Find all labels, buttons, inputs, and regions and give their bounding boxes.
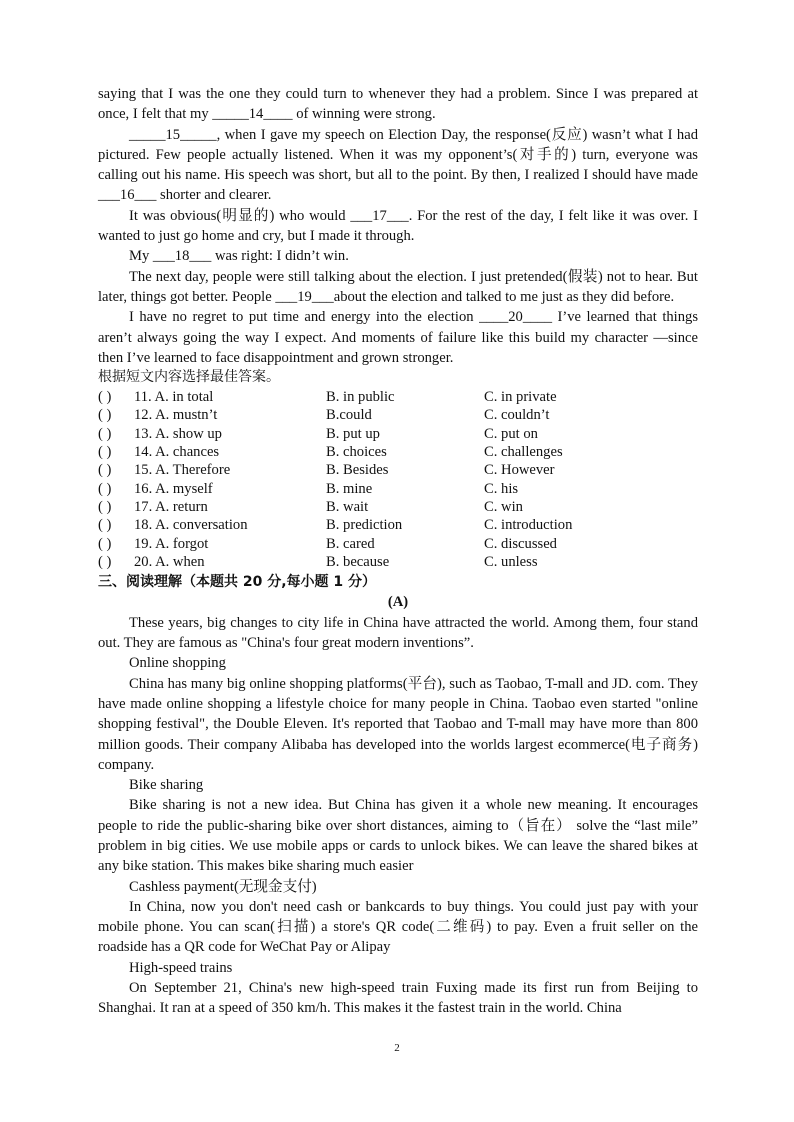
option-c: C. However bbox=[484, 462, 555, 479]
reading-subheading: Cashless payment(无现金支付) bbox=[129, 878, 317, 895]
option-b: B. cared bbox=[326, 535, 375, 552]
section-heading: 三、阅读理解（本题共 20 分,每小题 1 分） bbox=[98, 574, 377, 591]
question-row bbox=[98, 442, 698, 460]
option-b: B. Besides bbox=[326, 462, 389, 479]
answer-blank[interactable]: ( ) bbox=[98, 389, 112, 406]
reading-subheading: High-speed trains bbox=[129, 959, 233, 976]
option-b: B. wait bbox=[326, 498, 369, 515]
answer-blank[interactable]: ( ) bbox=[98, 553, 112, 570]
passage-paragraph: saying that I was the one they could turn to whenever they had a problem. Since I was prepared at once, I felt that my _____14____ of winning were strong. bbox=[98, 86, 698, 123]
option-a: 15. A. Therefore bbox=[134, 462, 231, 479]
passage-label: (A) bbox=[387, 594, 409, 611]
reading-paragraph: China has many big online shopping platforms(平台), such as Taobao, T-mall and JD. com. They have made online shopping a lifestyle choice for many people in China. Taobao even started "online shopping festival", the Double Eleven. It's reported that Taobao and T-mall may have more than 800 million goods. Their company Alibaba has developed into the worlds largest ecommerce(电子商务) company. bbox=[98, 675, 698, 773]
option-b: B. prediction bbox=[326, 517, 403, 534]
question-row bbox=[98, 515, 698, 533]
reading-paragraph: These years, big changes to city life in China have attracted the world. Among them, four stand out. They are famous as "China's four great modern inventions”. bbox=[98, 614, 698, 652]
option-c: C. win bbox=[484, 498, 523, 515]
option-a: 11. A. in total bbox=[134, 389, 214, 406]
question-row bbox=[98, 424, 698, 442]
answer-blank[interactable]: ( ) bbox=[98, 480, 112, 497]
option-a: 20. A. when bbox=[134, 553, 205, 570]
answer-blank[interactable]: ( ) bbox=[98, 462, 112, 479]
answer-blank[interactable]: ( ) bbox=[98, 444, 112, 461]
option-b: B.could bbox=[326, 407, 372, 424]
option-c: C. his bbox=[484, 480, 519, 497]
option-b: B. mine bbox=[326, 480, 373, 497]
option-a: 14. A. chances bbox=[134, 444, 220, 461]
passage-paragraph: I have no regret to put time and energy into the election ____20____ I’ve learned that things aren’t always going the way I expect. And moments of failure like this build my character —since then I’ve learned to face disappointment and grown stronger. bbox=[98, 309, 698, 366]
answer-blank[interactable]: ( ) bbox=[98, 535, 112, 552]
question-row bbox=[98, 497, 698, 515]
option-b: B. put up bbox=[326, 425, 380, 442]
question-list bbox=[98, 387, 698, 570]
option-c: C. couldn’t bbox=[484, 407, 550, 424]
option-b: B. in public bbox=[326, 389, 395, 406]
option-c: C. discussed bbox=[484, 535, 557, 552]
option-a: 18. A. conversation bbox=[134, 517, 248, 534]
instruction: 根据短文内容选择最佳答案。 bbox=[98, 369, 280, 386]
question-row bbox=[98, 460, 698, 478]
passage-paragraph: It was obvious(明显的) who would ___17___. For the rest of the day, I felt like it was over. I wanted to just go home and cry, but I made it through. bbox=[98, 207, 698, 245]
passage-paragraph: My ___18___ was right: I didn’t win. bbox=[129, 248, 349, 265]
document-page bbox=[98, 84, 698, 1019]
option-a: 17. A. return bbox=[134, 498, 208, 515]
answer-blank[interactable]: ( ) bbox=[98, 517, 112, 534]
answer-blank[interactable]: ( ) bbox=[98, 498, 112, 515]
option-a: 19. A. forgot bbox=[134, 535, 209, 552]
option-a: 13. A. show up bbox=[134, 425, 222, 442]
question-row bbox=[98, 534, 698, 552]
option-b: B. choices bbox=[326, 444, 387, 461]
question-row bbox=[98, 552, 698, 570]
passage-paragraph: _____15_____, when I gave my speech on Election Day, the response(反应) wasn’t what I had pictured. Few people actually listened. When it was my opponent’s(对手的) turn, everyone was calling out his name. His speech was short, but all to the point. By then, I realized I should have made ___16___ shorter and clearer. bbox=[98, 126, 698, 204]
option-c: C. unless bbox=[484, 553, 538, 570]
option-a: 12. A. mustn’t bbox=[134, 407, 218, 424]
question-row bbox=[98, 387, 698, 405]
reading-paragraph: Bike sharing is not a new idea. But China has given it a whole new meaning. It encourages people to ride the public-sharing bike over short distances, aiming to（旨在） solve the “last mile” problem in big cities. We use mobile apps or cards to unlock bikes. We can leave the shared bikes at any bike station. This makes bike sharing much easier bbox=[98, 797, 698, 875]
answer-blank[interactable]: ( ) bbox=[98, 425, 112, 442]
page-number: 2 bbox=[394, 1042, 400, 1054]
option-c: C. introduction bbox=[484, 517, 573, 534]
question-row bbox=[98, 479, 698, 497]
option-b: B. because bbox=[326, 553, 390, 570]
option-c: C. challenges bbox=[484, 444, 563, 461]
option-c: C. in private bbox=[484, 389, 557, 406]
option-c: C. put on bbox=[484, 425, 538, 442]
question-row bbox=[98, 405, 698, 423]
answer-blank[interactable]: ( ) bbox=[98, 407, 112, 424]
reading-paragraph: In China, now you don't need cash or bankcards to buy things. You could just pay with your mobile phone. You can scan(扫描) a store's QR code(二维码) to pay. Even a fruit seller on the roadside has a QR code for WeChat Pay or Alipay bbox=[98, 898, 698, 956]
option-a: 16. A. myself bbox=[134, 480, 213, 497]
reading-subheading: Online shopping bbox=[129, 655, 226, 672]
passage-paragraph: The next day, people were still talking about the election. I just pretended(假装) not to hear. But later, things got better. People ___19___about the election and talked to me just as they did before. bbox=[98, 268, 698, 305]
reading-paragraph: On September 21, China's new high-speed train Fuxing made its first run from Beijing to Shanghai. It ran at a speed of 350 km/h. This makes it the fastest train in the world. China bbox=[98, 980, 698, 1017]
reading-subheading: Bike sharing bbox=[129, 777, 204, 794]
